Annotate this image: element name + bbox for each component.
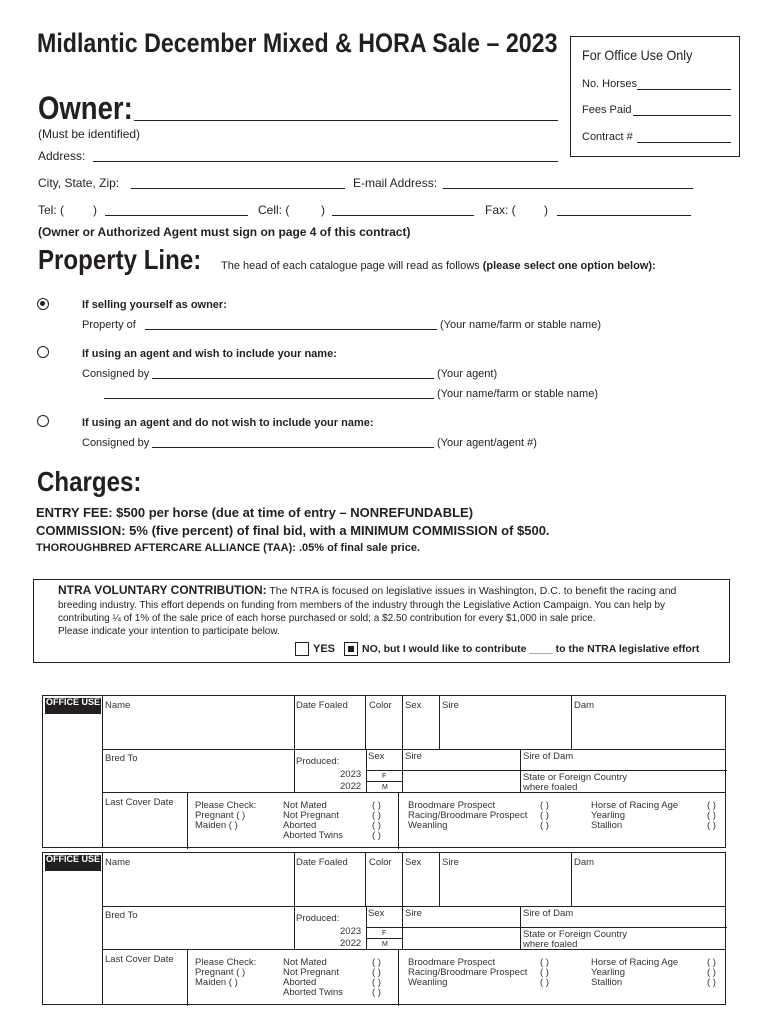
year-2023: 2023 xyxy=(340,926,362,937)
state-label: State or Foreign Country xyxy=(523,772,628,783)
option-agent-name-label: If using an agent and wish to include your name: xyxy=(82,348,337,360)
ntra-no-checkbox[interactable] xyxy=(344,642,358,656)
address-field[interactable] xyxy=(93,161,558,162)
please-check-label: Please Check: xyxy=(195,957,257,968)
state-label: State or Foreign Country xyxy=(523,929,628,940)
produced-label: Produced: xyxy=(296,913,340,924)
not-pregnant-label: Not Pregnant xyxy=(283,967,339,978)
fax-label: Fax: ( xyxy=(485,203,516,217)
racing-age-label: Horse of Racing Age xyxy=(591,800,679,811)
stallion-label: Stallion xyxy=(591,820,623,831)
agent-number-hint: (Your agent/agent #) xyxy=(437,437,537,449)
office-use-column xyxy=(43,696,103,847)
where-foaled-label: where foaled xyxy=(523,782,578,793)
owner-name-field[interactable] xyxy=(104,398,434,399)
cell-field[interactable] xyxy=(332,215,474,216)
option-agent-name-radio[interactable] xyxy=(37,346,49,358)
sex-f: F xyxy=(382,773,387,780)
dam-label: Dam xyxy=(574,857,595,868)
yearling-label: Yearling xyxy=(591,967,625,978)
tel-paren: ) xyxy=(93,203,97,217)
horse-entry-1 xyxy=(42,695,726,848)
racing-broodmare-label: Racing/Broodmare Prospect xyxy=(408,810,528,821)
racing-broodmare-check[interactable]: ( ) xyxy=(540,967,549,978)
consigned-by-label-2: Consigned by xyxy=(82,437,150,449)
broodmare-check[interactable]: ( ) xyxy=(540,800,549,811)
email-label: E-mail Address: xyxy=(353,176,438,190)
ntra-heading: NTRA VOLUNTARY CONTRIBUTION: xyxy=(58,583,267,597)
yearling-check[interactable]: ( ) xyxy=(707,810,716,821)
office-use-column xyxy=(43,853,103,1004)
ntra-no-label: NO, but I would like to contribute ____ to the NTRA legislative effort xyxy=(362,643,700,655)
not-pregnant-check[interactable]: ( ) xyxy=(372,810,381,821)
foaled-label: Date Foaled xyxy=(296,700,348,711)
property-intro-text: The head of each catalogue page will read as follows xyxy=(221,260,480,272)
owner-heading: Owner: xyxy=(38,90,133,126)
stallion-check[interactable]: ( ) xyxy=(707,820,716,831)
maiden-check[interactable]: Maiden ( ) xyxy=(195,977,238,988)
sex-f: F xyxy=(382,930,387,937)
option-owner-label: If selling yourself as owner: xyxy=(82,299,227,311)
consigned-by-field[interactable] xyxy=(152,378,434,379)
foaled-label: Date Foaled xyxy=(296,857,348,868)
ntra-text xyxy=(58,584,718,598)
fees-paid-label: Fees Paid xyxy=(582,104,632,116)
aborted-twins-label: Aborted Twins xyxy=(283,987,344,998)
produced-sex-label: Sex xyxy=(368,751,385,762)
sire-label: Sire xyxy=(442,857,459,868)
name-label: Name xyxy=(105,857,131,868)
consigned-by-label: Consigned by xyxy=(82,368,150,380)
color-label: Color xyxy=(369,857,392,868)
tel-field[interactable] xyxy=(105,215,248,216)
not-mated-label: Not Mated xyxy=(283,957,327,968)
page-title: Midlantic December Mixed & HORA Sale – 2023 xyxy=(37,28,558,58)
property-intro xyxy=(221,260,656,272)
maiden-check[interactable]: Maiden ( ) xyxy=(195,820,238,831)
sire-label: Sire xyxy=(442,700,459,711)
weanling-check[interactable]: ( ) xyxy=(540,820,549,831)
please-check-label: Please Check: xyxy=(195,800,257,811)
charges-heading: Charges: xyxy=(37,466,142,497)
produced-sire-label: Sire xyxy=(405,751,422,762)
commission: COMMISSION: 5% (five percent) of final bid, with a MINIMUM COMMISSION of $500. xyxy=(36,523,550,538)
racing-broodmare-check[interactable]: ( ) xyxy=(540,810,549,821)
no-horses-field[interactable] xyxy=(637,89,731,90)
sire-of-dam-label: Sire of Dam xyxy=(523,751,574,762)
agent-hint: (Your agent) xyxy=(437,368,498,380)
broodmare-label: Broodmare Prospect xyxy=(408,957,496,968)
property-select-note: (please select one option below): xyxy=(482,260,656,272)
racing-age-label: Horse of Racing Age xyxy=(591,957,679,968)
ntra-yes-checkbox[interactable] xyxy=(295,642,309,656)
consigned-by-field-2[interactable] xyxy=(152,447,434,448)
sex-m: M xyxy=(382,941,388,948)
office-use-box xyxy=(570,36,740,157)
office-use-tag: OFFICE USE xyxy=(45,698,101,714)
broodmare-label: Broodmare Prospect xyxy=(408,800,496,811)
ntra-line2: breeding industry. This effort depends on funding from members of the industry through the Legislative Action Campaign. You can help by xyxy=(58,600,666,611)
owner-field[interactable] xyxy=(134,120,558,121)
fax-field[interactable] xyxy=(557,215,691,216)
email-field[interactable] xyxy=(443,188,693,189)
taa-fee: THOROUGHBRED AFTERCARE ALLIANCE (TAA): .05% of final sale price. xyxy=(36,542,421,554)
racing-age-check[interactable]: ( ) xyxy=(707,800,716,811)
not-pregnant-label: Not Pregnant xyxy=(283,810,339,821)
where-foaled-label: where foaled xyxy=(523,939,578,950)
fees-paid-field[interactable] xyxy=(633,115,731,116)
option-owner-radio[interactable] xyxy=(37,298,49,310)
name-label: Name xyxy=(105,700,131,711)
cell-paren: ) xyxy=(321,203,325,217)
pregnant-check[interactable]: Pregnant ( ) xyxy=(195,967,246,978)
property-of-hint: (Your name/farm or stable name) xyxy=(440,319,601,331)
yearling-label: Yearling xyxy=(591,810,625,821)
tel-label: Tel: ( xyxy=(38,203,65,217)
broodmare-check[interactable]: ( ) xyxy=(540,957,549,968)
aborted-check[interactable]: ( ) xyxy=(372,820,381,831)
sire-of-dam-label: Sire of Dam xyxy=(523,908,574,919)
weanling-label: Weanling xyxy=(408,977,448,988)
ntra-box xyxy=(33,579,730,663)
property-of-field[interactable] xyxy=(145,329,437,330)
ntra-line1: The NTRA is focused on legislative issues in Washington, D.C. to benefit the racing and xyxy=(269,585,677,597)
entry-fee: ENTRY FEE: $500 per horse (due at time of entry – NONREFUNDABLE) xyxy=(36,505,474,520)
aborted-twins-label: Aborted Twins xyxy=(283,830,344,841)
address-label: Address: xyxy=(38,149,86,163)
property-line-heading: Property Line: xyxy=(38,244,202,275)
aborted-twins-check[interactable]: ( ) xyxy=(372,987,381,998)
yearling-check[interactable]: ( ) xyxy=(707,967,716,978)
ntra-yes-label: YES xyxy=(313,643,336,655)
not-mated-check[interactable]: ( ) xyxy=(372,957,381,968)
contract-label: Contract # xyxy=(582,131,633,143)
property-of-label: Property of xyxy=(82,319,136,331)
city-field[interactable] xyxy=(131,188,345,189)
city-label: City, State, Zip: xyxy=(38,176,120,190)
last-cover-label: Last Cover Date xyxy=(105,797,174,808)
horse-entry-2 xyxy=(42,852,726,1005)
sex-label: Sex xyxy=(405,700,422,711)
racing-age-check[interactable]: ( ) xyxy=(707,957,716,968)
fax-paren: ) xyxy=(544,203,548,217)
not-mated-check[interactable]: ( ) xyxy=(372,800,381,811)
produced-sex-label: Sex xyxy=(368,908,385,919)
year-2022: 2022 xyxy=(340,781,362,792)
not-pregnant-check[interactable]: ( ) xyxy=(372,967,381,978)
dam-label: Dam xyxy=(574,700,595,711)
sex-label: Sex xyxy=(405,857,422,868)
contract-field[interactable] xyxy=(637,142,731,143)
cell-label: Cell: ( xyxy=(258,203,290,217)
pregnant-check[interactable]: Pregnant ( ) xyxy=(195,810,246,821)
weanling-label: Weanling xyxy=(408,820,448,831)
color-label: Color xyxy=(369,700,392,711)
produced-sire-label: Sire xyxy=(405,908,422,919)
bred-to-label: Bred To xyxy=(105,753,138,764)
ntra-line3: contributing ¼ of 1% of the sale price of each horse purchased or sold; a $2.50 contribution for every $1,000 in sale price. xyxy=(58,613,596,624)
office-use-heading: For Office Use Only xyxy=(582,47,693,63)
option-agent-only-radio[interactable] xyxy=(37,415,49,427)
stallion-label: Stallion xyxy=(591,977,623,988)
must-identified: (Must be identified) xyxy=(38,127,141,141)
aborted-label: Aborted xyxy=(283,820,317,831)
aborted-check[interactable]: ( ) xyxy=(372,977,381,988)
option-agent-only-label: If using an agent and do not wish to include your name: xyxy=(82,417,374,429)
year-2023: 2023 xyxy=(340,769,362,780)
not-mated-label: Not Mated xyxy=(283,800,327,811)
stallion-check[interactable]: ( ) xyxy=(707,977,716,988)
sex-m: M xyxy=(382,784,388,791)
produced-label: Produced: xyxy=(296,756,340,767)
no-horses-label: No. Horses xyxy=(582,78,638,90)
sign-notice: (Owner or Authorized Agent must sign on page 4 of this contract) xyxy=(38,225,411,239)
racing-broodmare-label: Racing/Broodmare Prospect xyxy=(408,967,528,978)
last-cover-label: Last Cover Date xyxy=(105,954,174,965)
ntra-line4: Please indicate your intention to participate below. xyxy=(58,626,280,637)
owner-name-hint: (Your name/farm or stable name) xyxy=(437,388,598,400)
weanling-check[interactable]: ( ) xyxy=(540,977,549,988)
bred-to-label: Bred To xyxy=(105,910,138,921)
aborted-label: Aborted xyxy=(283,977,317,988)
office-use-tag: OFFICE USE xyxy=(45,855,101,871)
aborted-twins-check[interactable]: ( ) xyxy=(372,830,381,841)
year-2022: 2022 xyxy=(340,938,362,949)
